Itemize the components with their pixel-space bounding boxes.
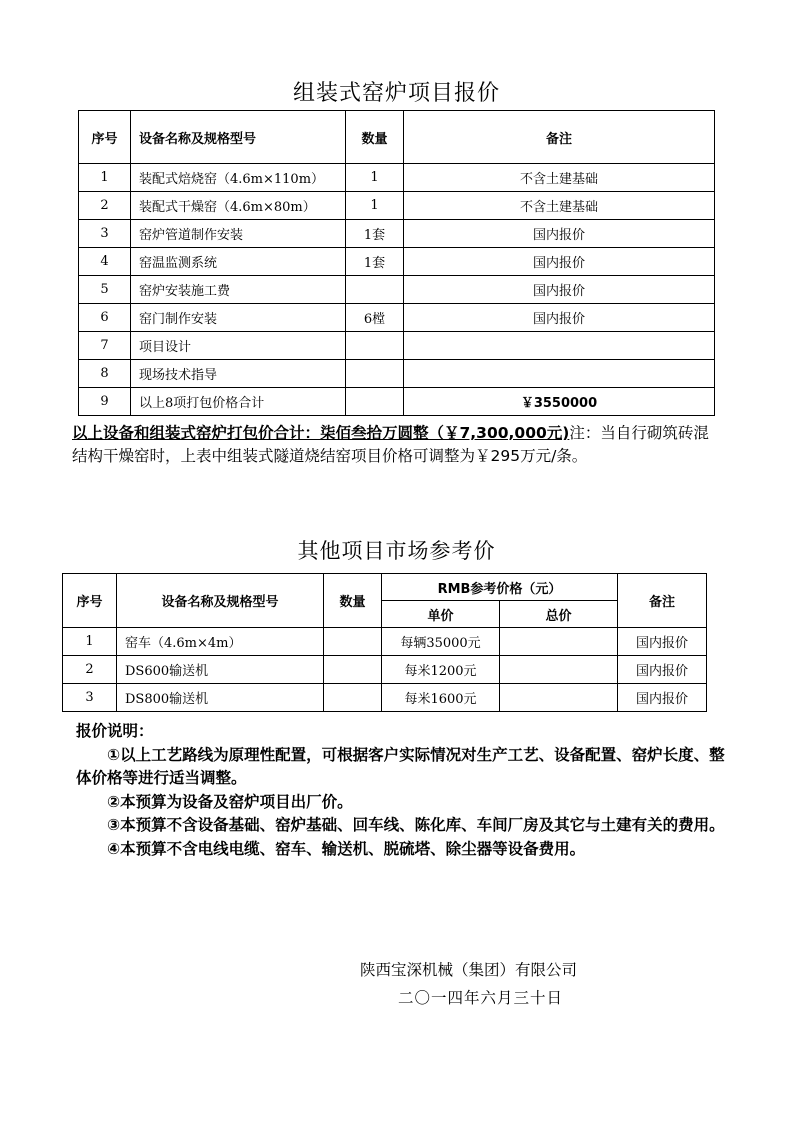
cell-total-price [500,628,618,656]
cell-remark: 不含土建基础 [404,192,715,220]
explanation-item-4: ④本预算不含电线电缆、窑车、输送机、脱硫塔、除尘器等设备费用。 [107,839,586,858]
cell-name: 装配式焙烧窑（4.6m×110m） [131,164,346,192]
explanation-item-3: ③本预算不含设备基础、窑炉基础、回车线、陈化库、车间厂房及其它与土建有关的费用。 [107,816,725,834]
explanation-item-2: ②本预算为设备及窑炉项目出厂价。 [107,792,353,811]
cell-name: 窑门制作安装 [131,304,346,332]
cell-no: 3 [79,220,131,248]
cell-name: DS600输送机 [117,656,324,684]
cell-qty [346,276,404,304]
cell-name: 窑炉安装施工费 [131,276,346,304]
table-row [79,164,715,192]
cell-name: 项目设计 [131,332,346,360]
cell-no: 1 [79,164,131,192]
cell-remark [404,360,715,388]
adjust-note: 注：当自行砌筑砖混结构干燥窑时，上表中组装式隧道烧结窑项目价格可调整为￥295万元/条。 [72,424,709,465]
col-header-remark: 备注 [618,574,707,628]
cell-remark: ￥3550000 [404,388,715,416]
cell-no: 9 [79,388,131,416]
cell-name: 装配式干燥窑（4.6m×80m） [131,192,346,220]
table-row [79,360,715,388]
table-row [79,388,715,416]
cell-remark: 国内报价 [404,276,715,304]
col-header-total-price: 总价 [500,601,618,628]
cell-qty: 1 [346,192,404,220]
explanation-heading: 报价说明： [76,722,154,740]
cell-name: DS800输送机 [117,684,324,712]
cell-remark: 国内报价 [404,220,715,248]
cell-qty: 1 [346,164,404,192]
cell-no: 1 [63,628,117,656]
cell-unit-price: 每米1600元 [382,684,500,712]
quote-explanation [76,720,726,861]
table-row [79,332,715,360]
table-header-row [79,111,715,164]
cell-remark [404,332,715,360]
cell-remark: 国内报价 [618,656,707,684]
col-header-no: 序号 [79,111,131,164]
package-total: 以上设备和组装式窑炉打包价合计：柒佰叁拾万圆整（￥7,300,000元) [72,424,570,442]
cell-remark: 国内报价 [404,248,715,276]
cell-no: 2 [79,192,131,220]
reference-price-table [62,573,707,712]
explanation-item-1: ①以上工艺路线为原理性配置，可根据客户实际情况对生产工艺、设备配置、窑炉长度、整体价格等进行适当调整。 [76,745,725,787]
total-note [72,422,722,468]
cell-unit-price: 每辆35000元 [382,628,500,656]
cell-qty: 6樘 [346,304,404,332]
cell-no: 2 [63,656,117,684]
cell-no: 7 [79,332,131,360]
cell-no: 5 [79,276,131,304]
col-header-qty: 数量 [324,574,382,628]
cell-total-price [500,684,618,712]
cell-no: 3 [63,684,117,712]
cell-qty [346,388,404,416]
col-header-name: 设备名称及规格型号 [117,574,324,628]
table-header-row [63,574,707,601]
cell-name: 窑温监测系统 [131,248,346,276]
table-row [63,656,707,684]
table-row [79,192,715,220]
cell-remark: 不含土建基础 [404,164,715,192]
cell-name: 窑车（4.6m×4m） [117,628,324,656]
cell-remark: 国内报价 [618,684,707,712]
cell-name: 窑炉管道制作安装 [131,220,346,248]
cell-qty [346,332,404,360]
kiln-quote-table [78,110,715,416]
col-header-remark: 备注 [404,111,715,164]
table-row [63,628,707,656]
cell-no: 4 [79,248,131,276]
cell-qty [324,628,382,656]
cell-qty: 1套 [346,248,404,276]
table-row [79,220,715,248]
cell-unit-price: 每米1200元 [382,656,500,684]
cell-total-price [500,656,618,684]
table-row [63,684,707,712]
document-date: 二〇一四年六月三十日 [398,989,564,1007]
cell-qty [346,360,404,388]
col-header-rmb: RMB参考价格（元） [382,574,618,601]
col-header-unit-price: 单价 [382,601,500,628]
quote-title: 组装式窑炉项目报价 [292,81,500,106]
cell-qty [324,684,382,712]
cell-name: 以上8项打包价格合计 [131,388,346,416]
cell-qty: 1套 [346,220,404,248]
cell-no: 6 [79,304,131,332]
cell-no: 8 [79,360,131,388]
col-header-no: 序号 [63,574,117,628]
company-name: 陕西宝深机械（集团）有限公司 [360,961,578,979]
cell-remark: 国内报价 [404,304,715,332]
cell-qty [324,656,382,684]
table-row [79,248,715,276]
reference-title: 其他项目市场参考价 [297,539,496,563]
table-row [79,304,715,332]
table-row [79,276,715,304]
col-header-name: 设备名称及规格型号 [131,111,346,164]
cell-name: 现场技术指导 [131,360,346,388]
cell-remark: 国内报价 [618,628,707,656]
col-header-qty: 数量 [346,111,404,164]
